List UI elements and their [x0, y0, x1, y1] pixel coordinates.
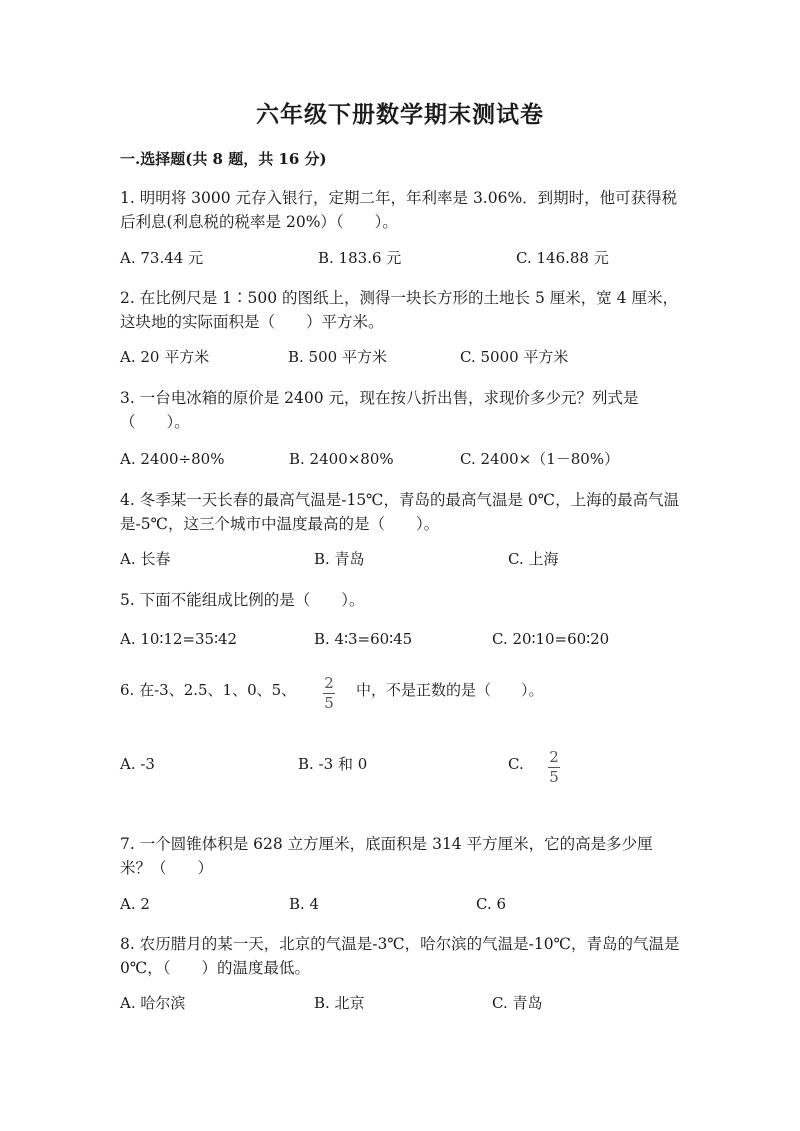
q3-option-b[interactable]: B. 2400×80% [289, 450, 394, 468]
question-5: 5. 下面不能组成比例的是（ ）。 [120, 591, 365, 609]
q3-option-c[interactable]: C. 2400×（1－80%） [460, 450, 620, 468]
q4-option-a[interactable]: A. 长春 [120, 550, 171, 568]
fraction-numerator: 2 [324, 674, 334, 692]
q1-option-b[interactable]: B. 183.6 元 [318, 249, 402, 267]
q4-option-c[interactable]: C. 上海 [508, 550, 559, 568]
question-8: 8. 农历腊月的某一天，北京的气温是-3℃，哈尔滨的气温是-10℃，青岛的气温是 0℃，（ ）的温度最低。 [120, 935, 680, 977]
q6-option-a[interactable]: A. -3 [120, 755, 155, 773]
question-7: 7. 一个圆锥体积是 628 立方厘米，底面积是 314 平方厘米，它的高是多少厘米？（ ） [120, 835, 653, 877]
fraction-denominator: 5 [549, 768, 559, 786]
q5-option-a[interactable]: A. 10∶12=35∶42 [120, 630, 238, 648]
q2-option-b[interactable]: B. 500 平方米 [288, 348, 387, 366]
q4-option-b[interactable]: B. 青岛 [314, 550, 365, 568]
q3-option-a[interactable]: A. 2400÷80% [120, 450, 225, 468]
q2-option-c[interactable]: C. 5000 平方米 [460, 348, 569, 366]
question-4: 4. 冬季某一天长春的最高气温是-15℃，青岛的最高气温是 0℃，上海的最高气温是-5℃，这三个城市中温度最高的是（ ）。 [120, 491, 680, 533]
q2-option-a[interactable]: A. 20 平方米 [120, 348, 210, 366]
q8-option-a[interactable]: A. 哈尔滨 [120, 994, 186, 1012]
question-6-part-2: 中，不是正数的是（ ）。 [356, 681, 544, 699]
q7-option-b[interactable]: B. 4 [289, 895, 320, 913]
q6-option-b[interactable]: B. -3 和 0 [298, 755, 368, 773]
section-heading: 一.选择题(共 8 题，共 16 分) [120, 150, 327, 168]
question-3: 3. 一台电冰箱的原价是 2400 元，现在按八折出售，求现价多少元？列式是（ ）。 [120, 389, 639, 431]
question-6-part-1: 6. 在-3、2.5、1、0、5、 [120, 681, 297, 699]
fraction-two-fifths [322, 675, 336, 712]
q8-option-b[interactable]: B. 北京 [314, 994, 365, 1012]
q6-option-c[interactable]: C. [508, 755, 524, 773]
page-title: 六年级下册数学期末测试卷 [256, 101, 544, 128]
option-c-fraction [547, 749, 561, 786]
q5-option-b[interactable]: B. 4∶3=60∶45 [314, 630, 413, 648]
q7-option-a[interactable]: A. 2 [120, 895, 150, 913]
q1-option-a[interactable]: A. 73.44 元 [120, 249, 204, 267]
fraction-denominator: 5 [324, 694, 334, 712]
q5-option-c[interactable]: C. 20∶10=60∶20 [492, 630, 610, 648]
question-2: 2. 在比例尺是 1∶500 的图纸上，测得一块长方形的土地长 5 厘米，宽 4 厘米，这块地的实际面积是（ ）平方米。 [120, 289, 678, 331]
q7-option-c[interactable]: C. 6 [476, 895, 507, 913]
fraction-numerator: 2 [549, 748, 559, 766]
question-1: 1. 明明将 3000 元存入银行，定期二年，年利率是 3.06%．到期时，他可获得税后利息(利息税的税率是 20%）（ ）。 [120, 189, 678, 231]
q8-option-c[interactable]: C. 青岛 [492, 994, 543, 1012]
q1-option-c[interactable]: C. 146.88 元 [516, 249, 609, 267]
